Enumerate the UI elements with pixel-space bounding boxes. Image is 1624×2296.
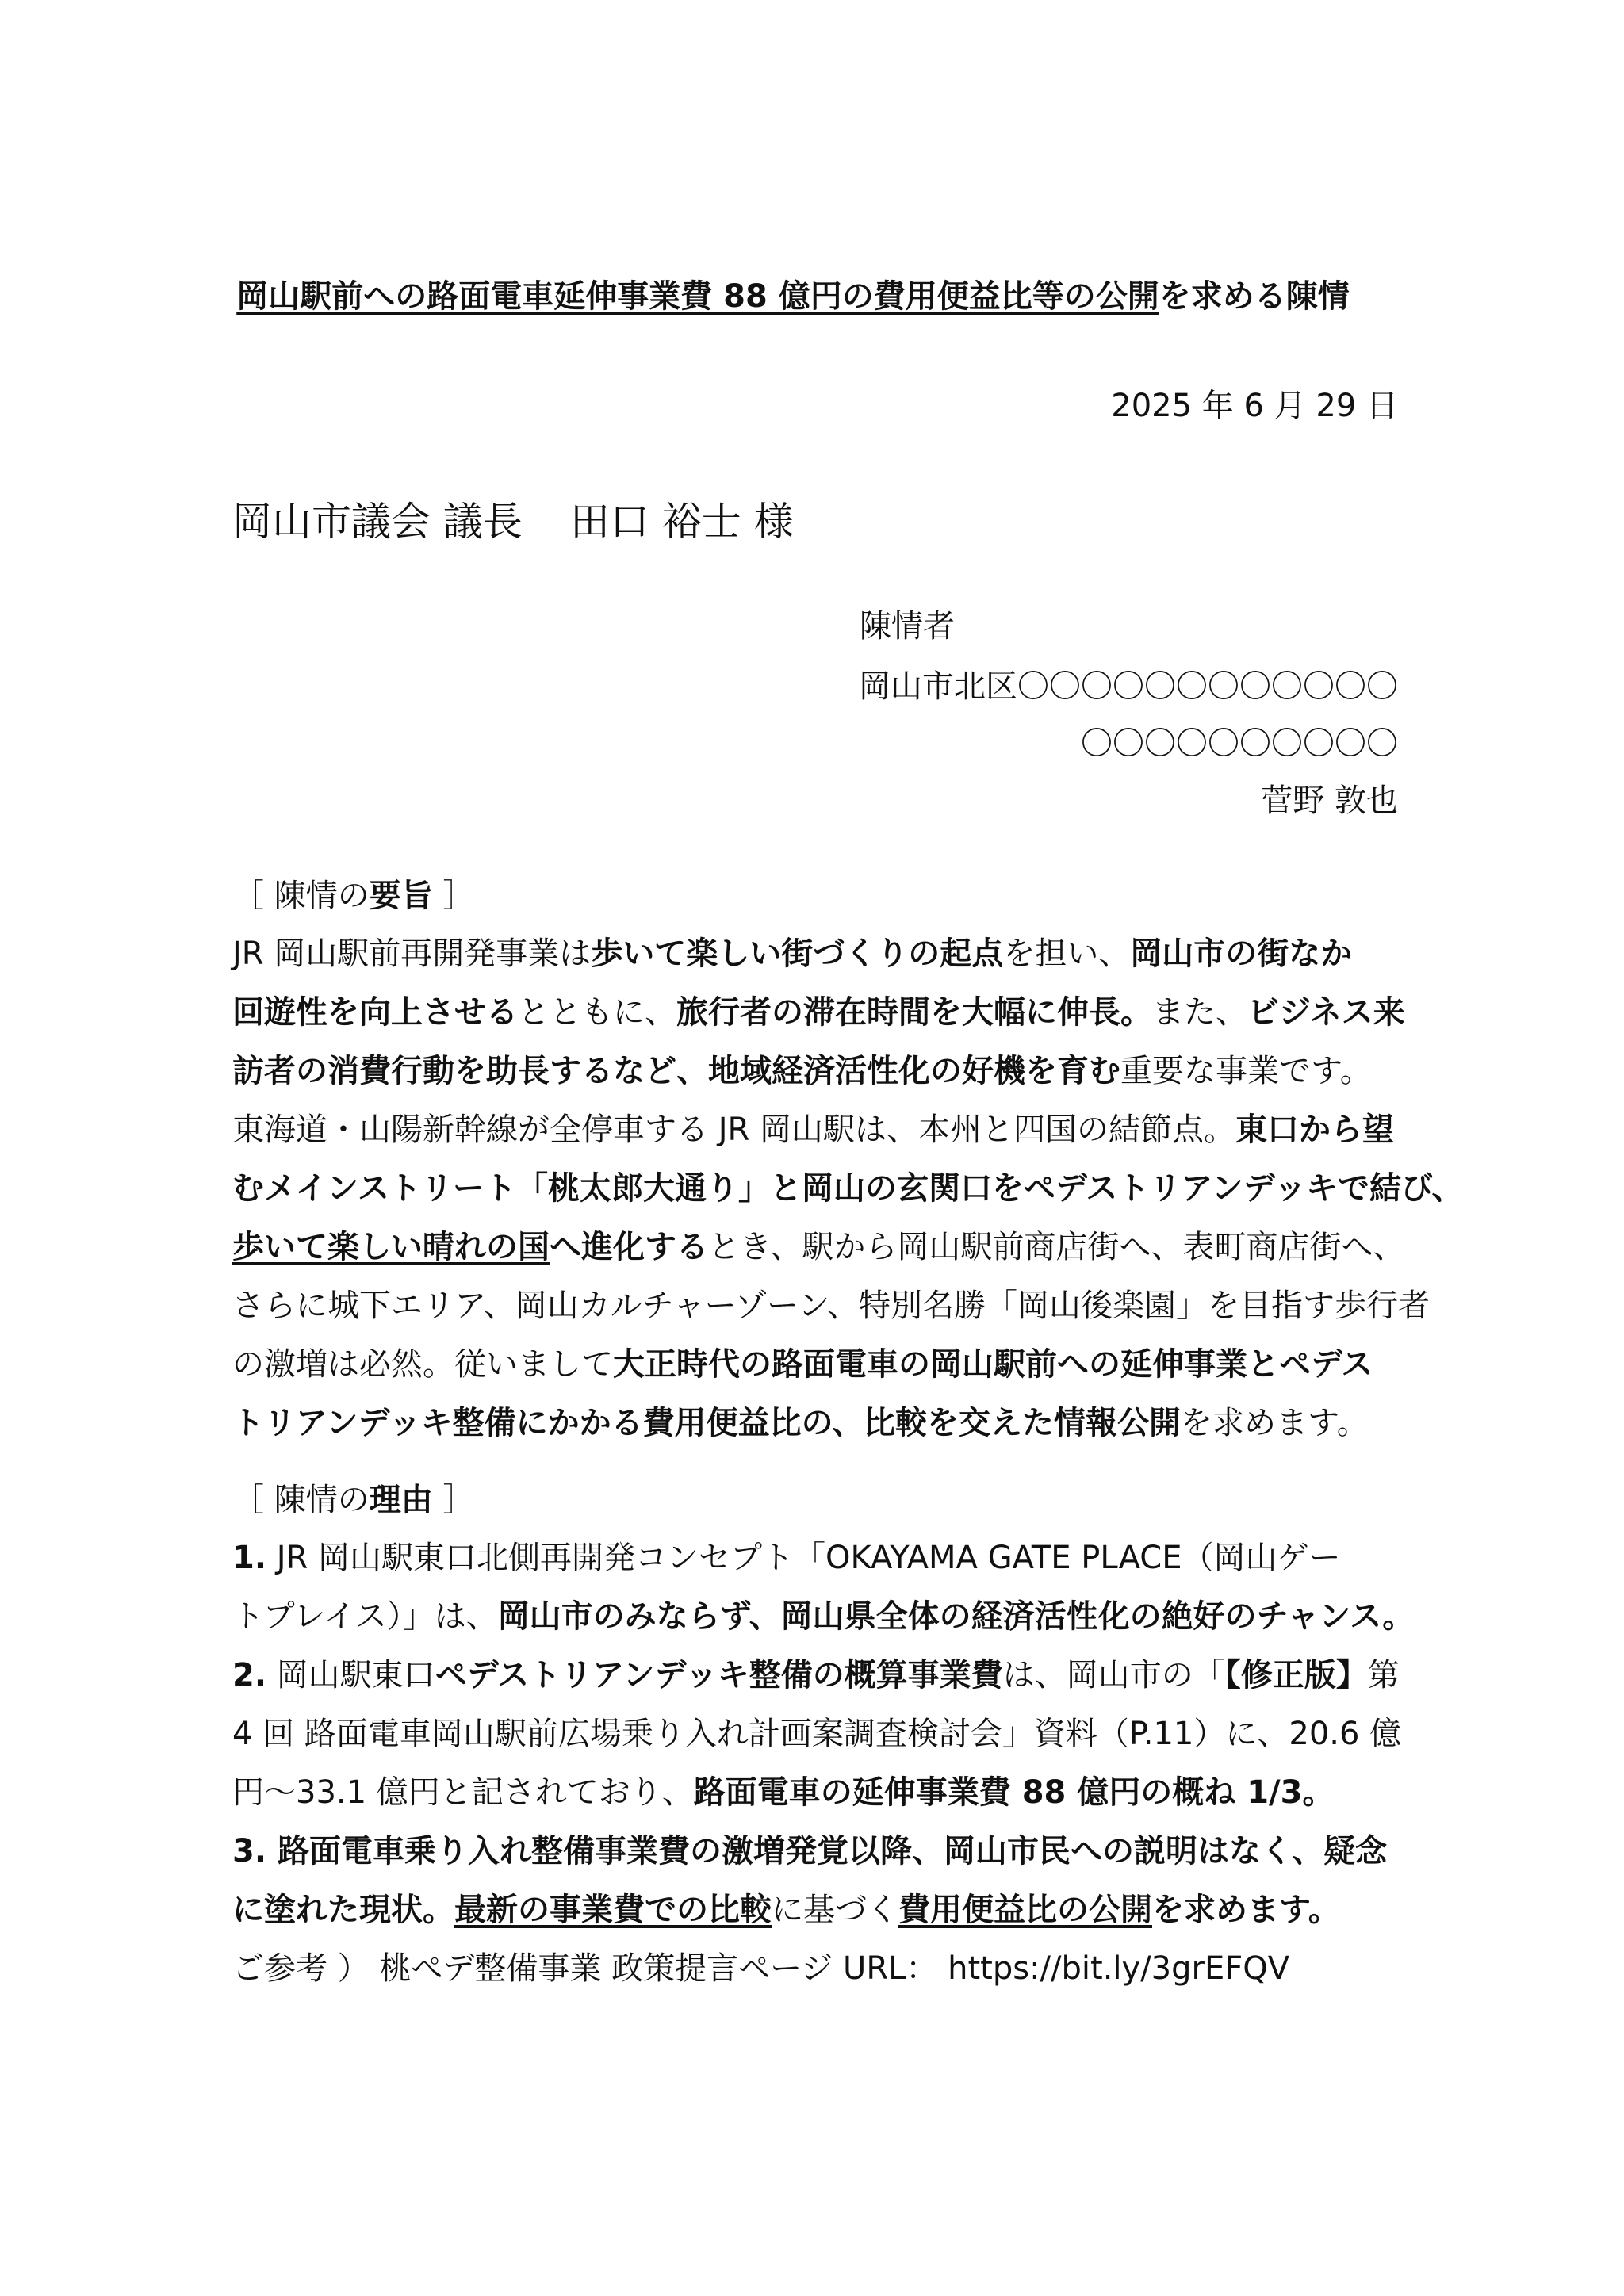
reasons-paragraph — [232, 1529, 1422, 1998]
addressee-name: 田口 裕士 様 — [569, 499, 794, 545]
reasons-line-5: 円～33.1 億円と記されており、路面電車の延伸事業費 88 億円の概ね 1/3。 — [232, 1774, 1335, 1811]
summary-line-3: 訪者の消費行動を助長するなど、地域経済活性化の好機を育む重要な事業です。 — [232, 1053, 1372, 1089]
title-underlined-part: 岡山駅前への路面電車延伸事業費 88 億円の費用便益比等の公開 — [236, 278, 1159, 315]
reasons-line-1: 1. JR 岡山駅東口北側再開発コンセプト「OKAYAMA GATE PLACE（岡山ゲー — [232, 1540, 1341, 1576]
summary-paragraph — [232, 924, 1464, 1452]
reasons-heading: ［ 陳情の理由 ］ — [232, 1482, 475, 1518]
document-date: 2025 年 6 月 29 日 — [1111, 388, 1398, 424]
summary-line-9: トリアンデッキ整備にかかる費用便益比の、比較を交えた情報公開を求めます。 — [232, 1405, 1369, 1441]
reference-url-line: ご参考 ） 桃ぺデ整備事業 政策提言ページ URL： https://bit.ly/3grEFQV — [232, 1950, 1290, 1987]
reasons-line-7: に塗れた現状。最新の事業費での比較に基づく費用便益比の公開を求めます。 — [232, 1892, 1340, 1928]
addressee — [232, 496, 794, 548]
document-title — [198, 276, 1388, 317]
summary-line-5: むメインストリート「桃太郎大通り」と岡山の玄関口をペデストリアンデッキで結び、 — [232, 1170, 1464, 1207]
petitioner-address-2: 〇〇〇〇〇〇〇〇〇〇 — [1081, 725, 1398, 762]
petitioner-name: 菅野 敦也 — [1261, 783, 1398, 819]
petitioner-label: 陳情者 — [860, 608, 955, 645]
summary-line-8: の激増は必然。従いまして大正時代の路面電車の岡山駅前への延伸事業とペデス — [232, 1346, 1373, 1383]
reasons-line-3: 2. 岡山駅東口ペデストリアンデッキ整備の概算事業費は、岡山市の「【修正版】第 — [232, 1657, 1400, 1693]
summary-line-6: 歩いて楽しい晴れの国へ進化するとき、駅から岡山駅前商店街へ、表町商店街へ、 — [232, 1229, 1405, 1265]
reasons-line-2: トプレイス）」は、岡山市のみならず、岡山県全体の経済活性化の絶好のチャンス。 — [232, 1598, 1415, 1635]
reasons-line-6: 3. 路面電車乗り入れ整備事業費の激増発覚以降、岡山市民への説明はなく、疑念 — [232, 1833, 1388, 1869]
summary-line-4: 東海道・山陽新幹線が全停車する JR 岡山駅は、本州と四国の結節点。東口から望 — [232, 1112, 1395, 1148]
addressee-org: 岡山市議会 議長 — [232, 499, 523, 545]
petitioner-address-1: 岡山市北区〇〇〇〇〇〇〇〇〇〇〇〇 — [859, 668, 1398, 705]
title-rest: を求める陳情 — [1159, 278, 1350, 315]
summary-line-2: 回遊性を向上させるとともに、旅行者の滞在時間を大幅に伸長。また、ビジネス来 — [232, 994, 1405, 1031]
summary-line-7: さらに城下エリア、岡山カルチャーゾーン、特別名勝「岡山後楽園」を目指す歩行者 — [232, 1288, 1430, 1324]
reasons-line-4: 4 回 路面電車岡山駅前広場乗り入れ計画案調査検討会」資料（P.11）に、20.6 億 — [232, 1716, 1402, 1752]
summary-heading: ［ 陳情の要旨 ］ — [232, 878, 475, 914]
summary-line-1: JR 岡山駅前再開発事業は歩いて楽しい街づくりの起点を担い、岡山市の街なか — [232, 936, 1353, 972]
